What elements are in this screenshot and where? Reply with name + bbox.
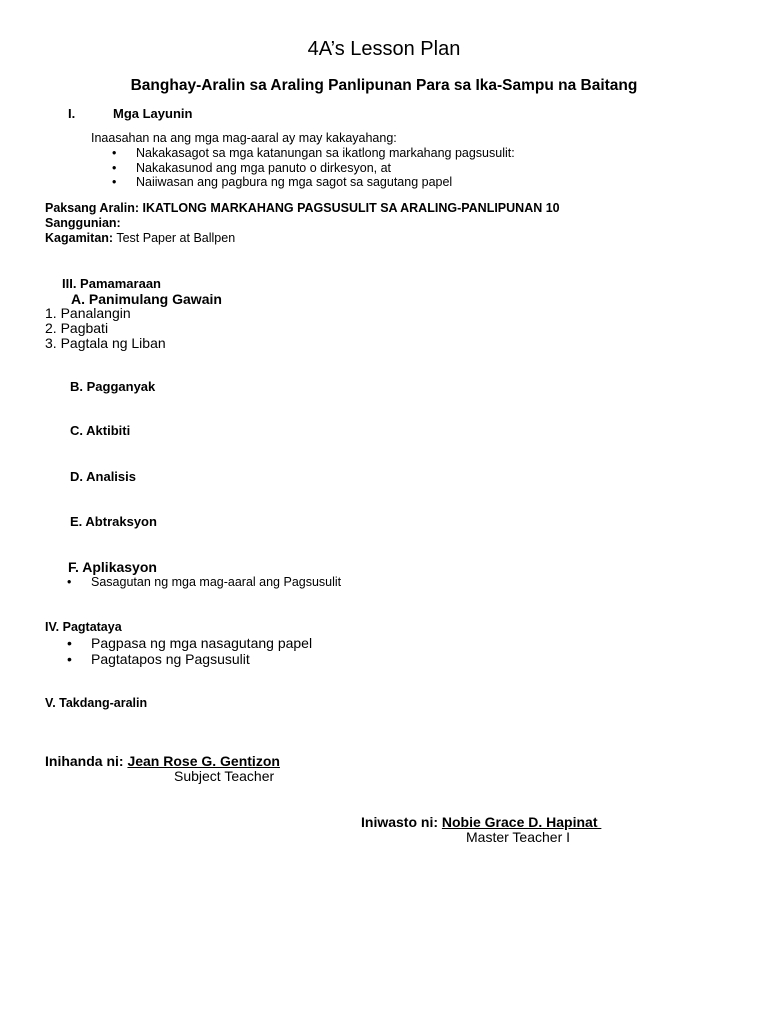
pagtataya-list <box>67 635 312 667</box>
prepared-by-line <box>45 753 280 769</box>
aplikasyon-item: • Sasagutan ng mga mag-aaral ang Pagsusulit <box>67 575 341 589</box>
section3-e-heading: E. Abtraksyon <box>70 514 157 529</box>
panimulang-item: 2. Pagbati <box>45 320 109 336</box>
objective-item: • Nakakasagot sa mga katanungan sa ikatlong markahang pagsusulit: <box>112 146 515 161</box>
section1-intro: Inaasahan na ang mga mag-aaral ay may kakayahang: <box>91 131 397 145</box>
aplikasyon-list <box>67 575 341 589</box>
panimulang-list <box>45 306 166 351</box>
section4-heading: IV. Pagtataya <box>45 620 122 634</box>
objectives-list <box>112 146 515 190</box>
pagtataya-item: • Pagpasa ng mga nasagutang papel <box>67 635 312 651</box>
section5-heading: V. Takdang-aralin <box>45 696 148 710</box>
prepared-name: Jean Rose G. Gentizon <box>127 753 280 769</box>
document-subtitle: Banghay-Aralin sa Araling Panlipunan Para sa Ika-Sampu na Baitang <box>130 77 638 94</box>
prepared-label: Inihanda ni: <box>45 753 124 769</box>
section1-number: I. <box>68 106 76 121</box>
paksa-label: Paksang Aralin: <box>45 201 140 215</box>
kagamitan-line <box>45 231 235 245</box>
section3-a-heading: A. Panimulang Gawain <box>71 291 222 307</box>
section3-d-heading: D. Analisis <box>70 469 136 484</box>
section3-c-heading: C. Aktibiti <box>70 423 131 438</box>
section1-heading: Mga Layunin <box>113 106 193 121</box>
section3-f-heading: F. Aplikasyon <box>68 559 157 575</box>
kagamitan-value: Test Paper at Ballpen <box>116 231 236 245</box>
section3-b-heading: B. Pagganyak <box>70 379 156 394</box>
panimulang-item: 3. Pagtala ng Liban <box>45 335 166 351</box>
document-title: 4A’s Lesson Plan <box>307 38 461 60</box>
paksa-line <box>45 201 560 215</box>
checked-by-line <box>361 814 601 830</box>
panimulang-item: 1. Panalangin <box>45 305 131 321</box>
checked-name: Nobie Grace D. Hapinat <box>441 814 598 830</box>
objective-item: • Naiiwasan ang pagbura ng mga sagot sa sagutang papel <box>112 175 515 190</box>
paksa-value: IKATLONG MARKAHANG PAGSUSULIT SA ARALING-PANLIPUNAN 10 <box>142 201 560 215</box>
checked-label: Iniwasto ni: <box>361 814 438 830</box>
kagamitan-label: Kagamitan: <box>45 231 114 245</box>
pagtataya-item: • Pagtatapos ng Pagsusulit <box>67 651 312 667</box>
sanggunian-label: Sanggunian: <box>45 216 121 230</box>
prepared-role: Subject Teacher <box>174 768 275 784</box>
section3-heading: III. Pamamaraan <box>62 276 161 291</box>
objective-item: • Nakakasunod ang mga panuto o dirkesyon, at <box>112 161 515 176</box>
checked-role: Master Teacher I <box>466 829 571 845</box>
